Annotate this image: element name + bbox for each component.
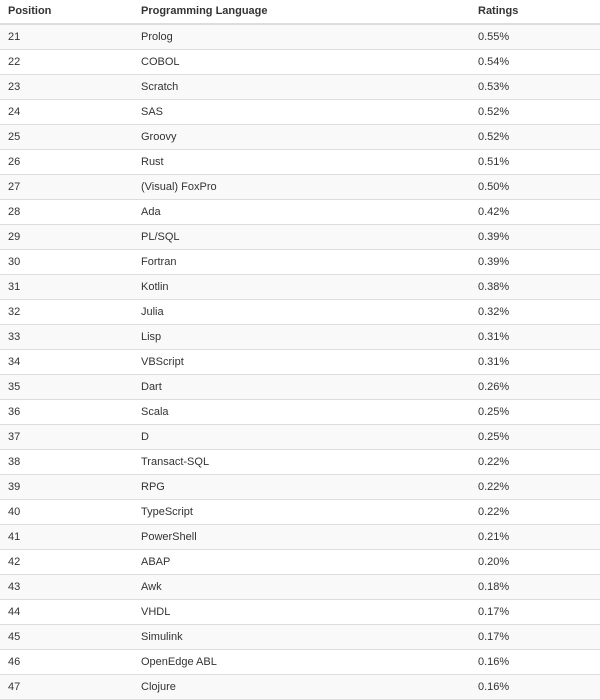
- cell-language: Scratch: [133, 75, 470, 100]
- cell-ratings: 0.55%: [470, 24, 600, 50]
- cell-ratings: 0.17%: [470, 625, 600, 650]
- cell-ratings: 0.16%: [470, 650, 600, 675]
- cell-position: 21: [0, 24, 133, 50]
- cell-language: Transact-SQL: [133, 450, 470, 475]
- cell-ratings: 0.51%: [470, 150, 600, 175]
- table-row: [0, 400, 600, 425]
- cell-language: (Visual) FoxPro: [133, 175, 470, 200]
- cell-ratings: 0.31%: [470, 325, 600, 350]
- cell-language: VBScript: [133, 350, 470, 375]
- cell-ratings: 0.39%: [470, 225, 600, 250]
- cell-ratings: 0.17%: [470, 600, 600, 625]
- cell-language: Prolog: [133, 24, 470, 50]
- table-row: [0, 200, 600, 225]
- cell-position: 27: [0, 175, 133, 200]
- table-row: [0, 225, 600, 250]
- cell-language: Fortran: [133, 250, 470, 275]
- cell-language: Lisp: [133, 325, 470, 350]
- cell-ratings: 0.22%: [470, 450, 600, 475]
- cell-ratings: 0.25%: [470, 400, 600, 425]
- column-header-language: Programming Language: [133, 0, 470, 24]
- cell-language: RPG: [133, 475, 470, 500]
- cell-position: 41: [0, 525, 133, 550]
- cell-language: ABAP: [133, 550, 470, 575]
- table-row: [0, 350, 600, 375]
- cell-position: 28: [0, 200, 133, 225]
- cell-position: 46: [0, 650, 133, 675]
- cell-position: 40: [0, 500, 133, 525]
- cell-position: 24: [0, 100, 133, 125]
- table-row: [0, 175, 600, 200]
- cell-position: 23: [0, 75, 133, 100]
- table-row: [0, 24, 600, 50]
- cell-ratings: 0.39%: [470, 250, 600, 275]
- cell-ratings: 0.31%: [470, 350, 600, 375]
- cell-position: 26: [0, 150, 133, 175]
- table-row: [0, 575, 600, 600]
- table-row: [0, 625, 600, 650]
- cell-language: TypeScript: [133, 500, 470, 525]
- table-row: [0, 125, 600, 150]
- cell-ratings: 0.25%: [470, 425, 600, 450]
- cell-position: 33: [0, 325, 133, 350]
- cell-position: 32: [0, 300, 133, 325]
- cell-language: Kotlin: [133, 275, 470, 300]
- cell-position: 37: [0, 425, 133, 450]
- cell-ratings: 0.50%: [470, 175, 600, 200]
- cell-position: 36: [0, 400, 133, 425]
- table-row: [0, 475, 600, 500]
- cell-ratings: 0.52%: [470, 125, 600, 150]
- cell-position: 43: [0, 575, 133, 600]
- cell-ratings: 0.54%: [470, 50, 600, 75]
- cell-position: 44: [0, 600, 133, 625]
- cell-language: Ada: [133, 200, 470, 225]
- table-row: [0, 600, 600, 625]
- cell-ratings: 0.22%: [470, 475, 600, 500]
- cell-language: Dart: [133, 375, 470, 400]
- table-row: [0, 650, 600, 675]
- cell-position: 29: [0, 225, 133, 250]
- table-row: [0, 300, 600, 325]
- cell-ratings: 0.32%: [470, 300, 600, 325]
- table-row: [0, 150, 600, 175]
- table-row: [0, 100, 600, 125]
- table-body: [0, 24, 600, 700]
- cell-ratings: 0.26%: [470, 375, 600, 400]
- cell-ratings: 0.53%: [470, 75, 600, 100]
- cell-position: 35: [0, 375, 133, 400]
- cell-language: Simulink: [133, 625, 470, 650]
- table-row: [0, 425, 600, 450]
- cell-ratings: 0.52%: [470, 100, 600, 125]
- cell-ratings: 0.18%: [470, 575, 600, 600]
- table-row: [0, 275, 600, 300]
- cell-language: VHDL: [133, 600, 470, 625]
- cell-language: SAS: [133, 100, 470, 125]
- cell-ratings: 0.16%: [470, 675, 600, 700]
- cell-position: 30: [0, 250, 133, 275]
- cell-position: 47: [0, 675, 133, 700]
- table-row: [0, 550, 600, 575]
- cell-position: 39: [0, 475, 133, 500]
- table-row: [0, 450, 600, 475]
- table-row: [0, 50, 600, 75]
- table-row: [0, 500, 600, 525]
- column-header-ratings: Ratings: [470, 0, 600, 24]
- cell-position: 45: [0, 625, 133, 650]
- cell-language: D: [133, 425, 470, 450]
- cell-ratings: 0.20%: [470, 550, 600, 575]
- cell-language: Clojure: [133, 675, 470, 700]
- cell-position: 31: [0, 275, 133, 300]
- cell-position: 38: [0, 450, 133, 475]
- table-row: [0, 525, 600, 550]
- cell-language: OpenEdge ABL: [133, 650, 470, 675]
- cell-language: Scala: [133, 400, 470, 425]
- table-header: [0, 0, 600, 24]
- cell-language: Groovy: [133, 125, 470, 150]
- cell-position: 22: [0, 50, 133, 75]
- cell-language: COBOL: [133, 50, 470, 75]
- cell-ratings: 0.22%: [470, 500, 600, 525]
- table-header-row: [0, 0, 600, 24]
- cell-position: 25: [0, 125, 133, 150]
- column-header-position: Position: [0, 0, 133, 24]
- table-row: [0, 675, 600, 700]
- cell-ratings: 0.38%: [470, 275, 600, 300]
- cell-ratings: 0.21%: [470, 525, 600, 550]
- cell-position: 34: [0, 350, 133, 375]
- table-row: [0, 250, 600, 275]
- table-row: [0, 375, 600, 400]
- cell-language: Rust: [133, 150, 470, 175]
- table-row: [0, 75, 600, 100]
- cell-ratings: 0.42%: [470, 200, 600, 225]
- cell-language: PowerShell: [133, 525, 470, 550]
- cell-language: Awk: [133, 575, 470, 600]
- cell-language: PL/SQL: [133, 225, 470, 250]
- cell-language: Julia: [133, 300, 470, 325]
- cell-position: 42: [0, 550, 133, 575]
- table-row: [0, 325, 600, 350]
